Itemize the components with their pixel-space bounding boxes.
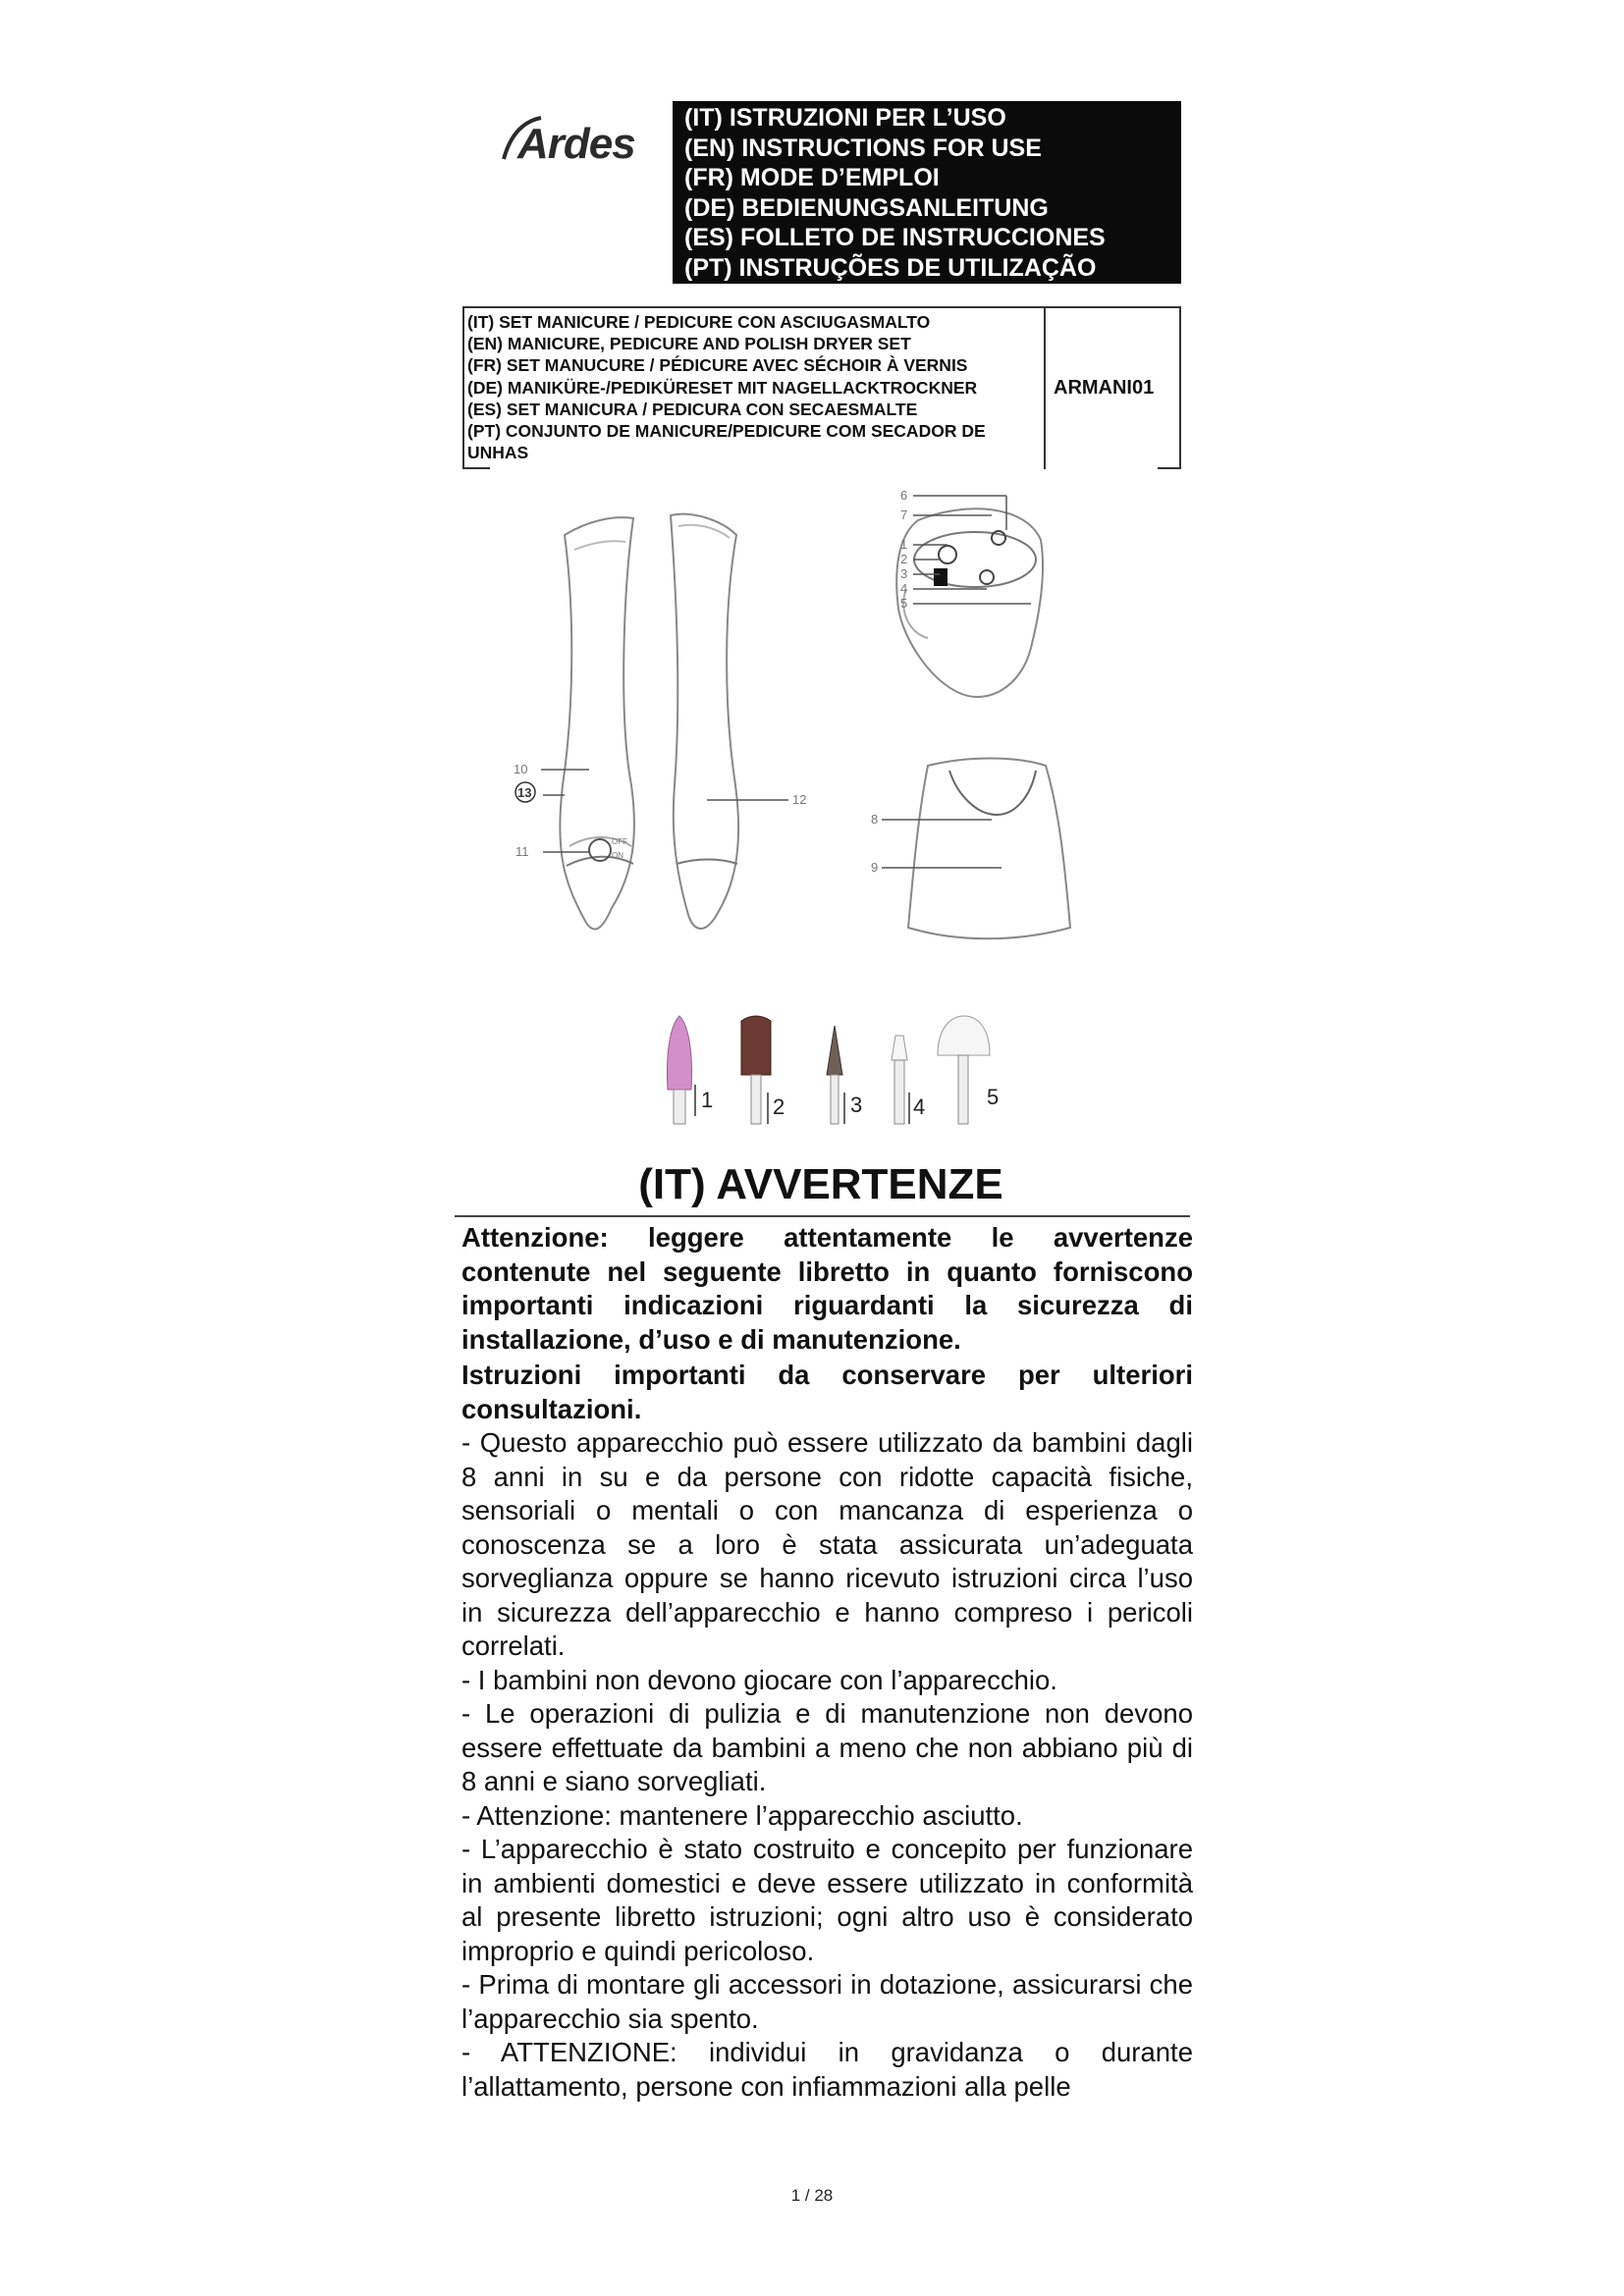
warning-item: - L’apparecchio è stato costruito e concepito per funzionare in ambienti domestici e deve essere utilizzato in conformità al presente libretto istruzioni; ogni altro uso è considerato improprio e quindi pericoloso. bbox=[461, 1834, 1193, 1966]
bit-1-pink-cone bbox=[668, 1016, 692, 1090]
language-header bbox=[673, 101, 1181, 284]
warning-item: - ATTENZIONE: individui in gravidanza o durante l’allattamento, persone con infiammazioni alla pelle bbox=[461, 2037, 1193, 2102]
product-code-cell bbox=[1044, 306, 1181, 469]
callout-6: 6 bbox=[900, 488, 908, 503]
table-corner-right bbox=[1158, 467, 1181, 469]
warning-item: - Questo apparecchio può essere utilizzato da bambini dagli 8 anni in su e da persone con ridotte capacità fisiche, sensoriali o mentali o con mancanza di esperienza o conoscenza se a loro è stata assicurata un’adeguata sorveglianza oppure se hanno ricevuto istruzioni circa l’uso in sicurezza dell’apparecchio e hanno compreso i pericoli correlati. bbox=[461, 1427, 1193, 1661]
callout-4: 4 bbox=[900, 581, 908, 596]
dryer-body-outline bbox=[896, 508, 1043, 697]
language-line: (DE) BEDIENUNGSANLEITUNG bbox=[684, 193, 1049, 222]
handle-right-outline bbox=[671, 514, 738, 929]
bit-2-brown-cylinder bbox=[741, 1016, 771, 1075]
warning-item: - I bambini non devono giocare con l’apparecchio. bbox=[461, 1664, 1057, 1695]
product-name-line: (DE) MANIKÜRE-/PEDIKÜRESET MIT NAGELLACKTROCKNER bbox=[467, 377, 978, 398]
callout-5: 5 bbox=[900, 596, 908, 611]
page-number: 1 / 28 bbox=[790, 2186, 834, 2205]
bit-label-5: 5 bbox=[987, 1085, 1000, 1109]
dryer-base-outline bbox=[908, 759, 1070, 939]
warning-item: - Le operazioni di pulizia e di manutenzione non devono essere effettuate da bambini a meno che non abbiano più di 8 anni e siano sorvegliati. bbox=[461, 1698, 1193, 1796]
bit-label-4: 4 bbox=[913, 1095, 926, 1119]
switch-off-label: OFF bbox=[612, 837, 627, 846]
table-corner-left bbox=[462, 467, 490, 469]
callout-13: 13 bbox=[517, 785, 532, 800]
accessory-bits bbox=[658, 1006, 1021, 1129]
language-line: (EN) INSTRUCTIONS FOR USE bbox=[684, 133, 1042, 162]
brand-logo bbox=[496, 108, 643, 167]
section-title: (IT) AVVERTENZE bbox=[638, 1160, 1003, 1208]
bit-label-3: 3 bbox=[850, 1093, 863, 1117]
device-diagram bbox=[496, 461, 1095, 952]
warning-item: - Prima di montare gli accessori in dotazione, assicurarsi che l’apparecchio sia spento. bbox=[461, 1969, 1193, 2034]
callout-1: 1 bbox=[900, 537, 908, 552]
bit-label-2: 2 bbox=[773, 1095, 785, 1119]
language-line: (ES) FOLLETO DE INSTRUCCIONES bbox=[684, 224, 1106, 251]
warning-item: - Attenzione: mantenere l’apparecchio asciutto. bbox=[461, 1799, 1023, 1831]
warning-paragraph: Attenzione: leggere attentamente le avvertenze contenute nel seguente libretto in quanto forniscono importanti indicazioni riguardanti la sicurezza di installazione, d’uso e di manutenzione. bbox=[461, 1222, 1193, 1355]
product-name-line: (IT) SET MANICURE / PEDICURE CON ASCIUGASMALTO bbox=[467, 312, 931, 332]
warnings-body bbox=[461, 1221, 1193, 2104]
callout-9: 9 bbox=[871, 860, 879, 875]
callout-10: 10 bbox=[514, 762, 528, 776]
language-line: (IT) ISTRUZIONI PER L’USO bbox=[684, 104, 1006, 132]
bit-3-dark-cone bbox=[827, 1026, 842, 1075]
callout-2: 2 bbox=[900, 552, 908, 566]
product-name-line: UNHAS bbox=[467, 443, 529, 463]
important-note: Istruzioni importanti da conservare per ulteriori consultazioni. bbox=[461, 1360, 1193, 1424]
product-name-line: (EN) MANICURE, PEDICURE AND POLISH DRYER SET bbox=[467, 334, 911, 354]
language-line: (PT) INSTRUÇÕES DE UTILIZAÇÃO bbox=[684, 253, 1097, 282]
callout-12: 12 bbox=[792, 792, 807, 807]
bit-5-white-dome bbox=[938, 1016, 990, 1055]
logo-text: Ardes bbox=[517, 120, 635, 168]
callout-8: 8 bbox=[871, 812, 879, 827]
callout-3: 3 bbox=[900, 566, 908, 581]
callout-7: 7 bbox=[900, 507, 908, 522]
product-name-line: (ES) SET MANICURA / PEDICURA CON SECAESMALTE bbox=[467, 399, 918, 419]
product-code: ARMANI01 bbox=[1054, 377, 1155, 399]
product-name-line: (PT) CONJUNTO DE MANICURE/PEDICURE COM SECADOR DE bbox=[467, 421, 986, 442]
bit-label-1: 1 bbox=[701, 1088, 714, 1112]
language-line: (FR) MODE D’EMPLOI bbox=[684, 164, 940, 191]
product-names-cell bbox=[462, 306, 1044, 469]
callout-11: 11 bbox=[515, 844, 529, 859]
switch-on-label: ON bbox=[612, 851, 623, 860]
product-name-line: (FR) SET MANUCURE / PÉDICURE AVEC SÉCHOIR À VERNIS bbox=[467, 355, 968, 376]
handle-left-outline bbox=[560, 517, 634, 929]
bit-4-white bbox=[892, 1036, 907, 1060]
product-table bbox=[462, 306, 1181, 469]
title-divider bbox=[455, 1215, 1190, 1217]
